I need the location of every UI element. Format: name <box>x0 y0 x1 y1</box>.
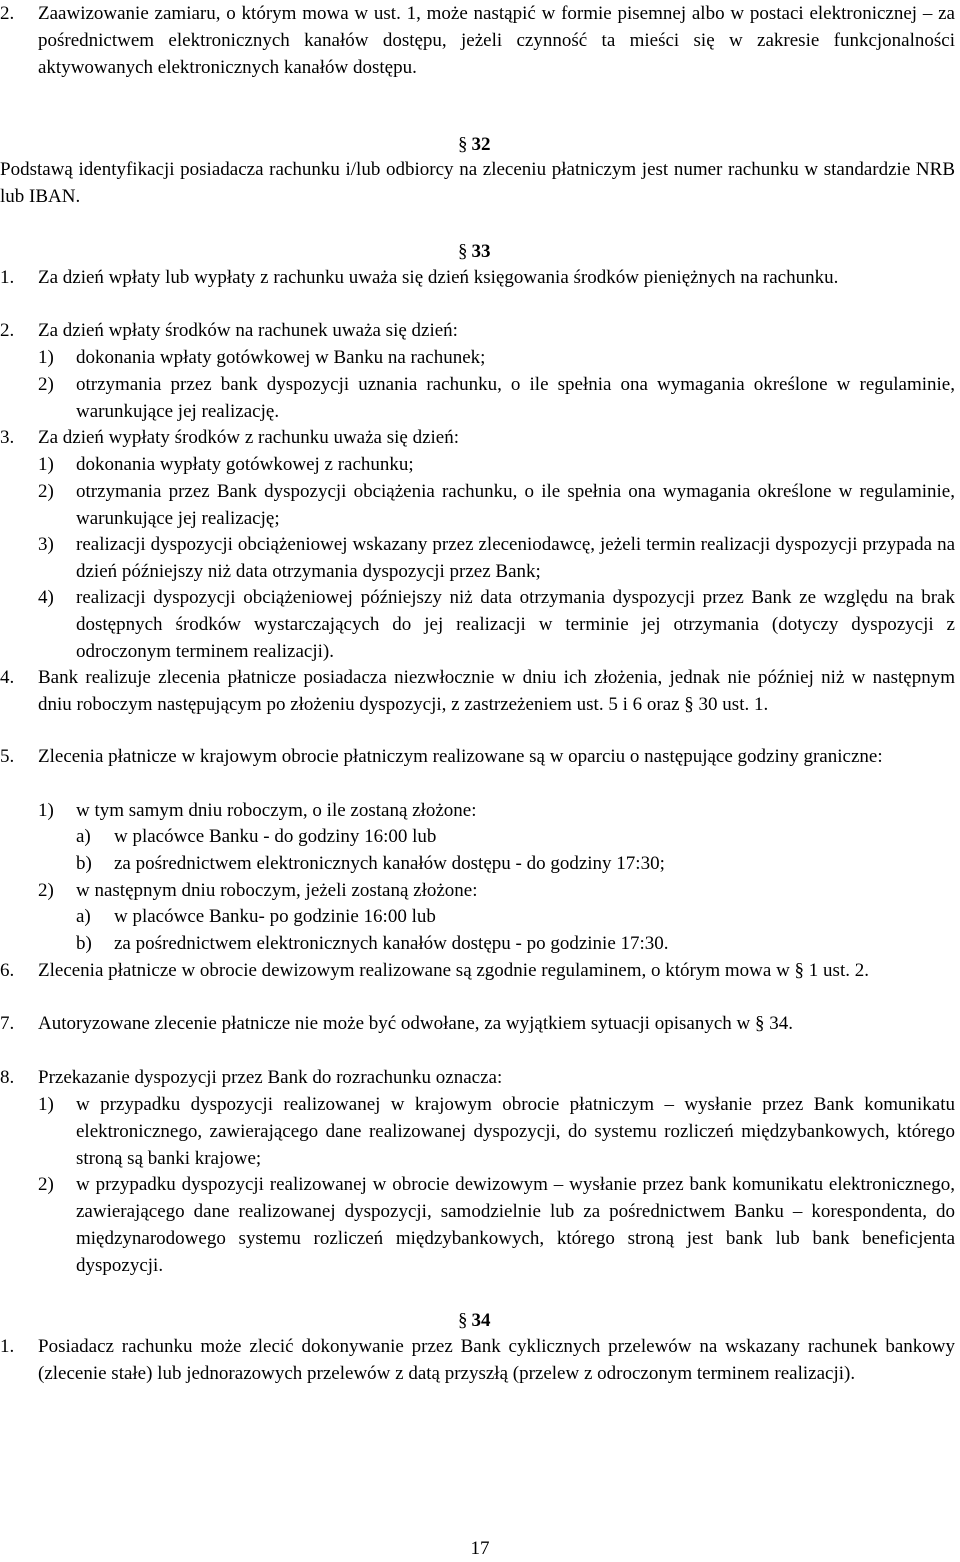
paragraph-text: Za dzień wpłaty środków na rachunek uważa się dzień: <box>38 320 458 341</box>
subpoint-text: za pośrednictwem elektronicznych kanałów dostępu - po godzinie 17:30. <box>114 933 669 954</box>
point-text: w następnym dniu roboczym, jeżeli zostaną złożone: <box>76 880 478 901</box>
paragraph-number: 6. <box>0 960 15 981</box>
point-text: otrzymania przez bank dyspozycji uznania rachunku, o ile spełnia ona wymagania określone w regulaminie, warunkujące jej realizację. <box>76 374 955 422</box>
subpoint-letter: a) <box>76 906 91 927</box>
paragraph-number: 1. <box>0 267 15 288</box>
section-mark: § <box>458 1310 468 1331</box>
paragraph-number: 4. <box>0 667 15 688</box>
paragraph-number: 5. <box>0 746 15 767</box>
paragraph-text: Zlecenia płatnicze w krajowym obrocie płatniczym realizowane są w oparciu o następujące godziny graniczne: <box>38 746 883 767</box>
page-number: 17 <box>470 1538 490 1559</box>
point-number: 1) <box>38 347 54 368</box>
subpoint-text: w placówce Banku- po godzinie 16:00 lub <box>114 906 436 927</box>
paragraph-text: Posiadacz rachunku może zlecić dokonywanie przez Bank cyklicznych przelewów na wskazany rachunek bankowy (zlecenie stałe) lub jednorazowych przelewów z datą przyszłą (przelew z odroczonym terminem realizacji). <box>38 1336 955 1384</box>
point-number: 4) <box>38 587 54 608</box>
paragraph-text: Za dzień wypłaty środków z rachunku uważa się dzień: <box>38 427 460 448</box>
section-heading-32 <box>458 131 491 158</box>
subpoint-letter: b) <box>76 853 92 874</box>
paragraph-text: Za dzień wpłaty lub wypłaty z rachunku uważa się dzień księgowania środków pieniężnych na rachunku. <box>38 267 839 288</box>
paragraph-text: Przekazanie dyspozycji przez Bank do rozrachunku oznacza: <box>38 1067 503 1088</box>
paragraph-text: Autoryzowane zlecenie płatnicze nie może być odwołane, za wyjątkiem sytuacji opisanych w § 34. <box>38 1013 793 1034</box>
point-number: 1) <box>38 800 54 821</box>
point-number: 3) <box>38 534 54 555</box>
subpoint-letter: b) <box>76 933 92 954</box>
section-number: 32 <box>471 134 491 155</box>
point-number: 2) <box>38 481 54 502</box>
paragraph-number: 1. <box>0 1336 15 1357</box>
paragraph-text: Bank realizuje zlecenia płatnicze posiadacza niezwłocznie w dniu ich złożenia, jednak nie później niż w następnym dniu roboczym następującym po złożeniu dyspozycji, z zastrzeżeniem ust. 5 i 6 oraz § 30 ust. 1. <box>38 667 955 715</box>
section-mark: § <box>458 241 468 262</box>
paragraph-text: Zaawizowanie zamiaru, o którym mowa w ust. 1, może nastąpić w formie pisemnej albo w postaci elektronicznej – za pośrednictwem elektronicznych kanałów dostępu, jeżeli czynność ta mieści się w zakresie funkcjonalności aktywowanych elektronicznych kanałów dostępu. <box>38 3 955 78</box>
paragraph-number: 7. <box>0 1013 15 1034</box>
point-text: dokonania wypłaty gotówkowej z rachunku; <box>76 454 414 475</box>
paragraph-number: 3. <box>0 427 15 448</box>
point-text: w przypadku dyspozycji realizowanej w obrocie dewizowym – wysłanie przez bank komunikatu elektronicznego, zawierającego dane realizowanej dyspozycji, samodzielnie lub za pośrednictwem Banku – korespondenta, do międzynarodowego systemu rozliczeń międzybankowych, którego stroną jest bank lub bank beneficjenta dyspozycji. <box>76 1174 955 1276</box>
point-number: 1) <box>38 1094 54 1115</box>
point-text: otrzymania przez Bank dyspozycji obciążenia rachunku, o ile spełnia ona wymagania określone w regulaminie, warunkujące jej realizację; <box>76 481 955 529</box>
section-heading-34 <box>458 1307 491 1334</box>
point-text: realizacji dyspozycji obciążeniowej wskazany przez zleceniodawcę, jeżeli termin realizacji dyspozycji przypada na dzień późniejszy niż data otrzymania dyspozycji przez Bank; <box>76 534 955 582</box>
subpoint-text: w placówce Banku - do godziny 16:00 lub <box>114 826 437 847</box>
paragraph-number: 2. <box>0 3 15 24</box>
section-number: 34 <box>471 1310 491 1331</box>
point-number: 2) <box>38 880 54 901</box>
section-number: 33 <box>471 241 491 262</box>
subpoint-text: za pośrednictwem elektronicznych kanałów dostępu - do godziny 17:30; <box>114 853 665 874</box>
section-heading-33 <box>458 238 491 265</box>
section-mark: § <box>458 134 468 155</box>
point-number: 2) <box>38 374 54 395</box>
paragraph-number: 2. <box>0 320 15 341</box>
point-number: 1) <box>38 454 54 475</box>
paragraph-text: Zlecenia płatnicze w obrocie dewizowym realizowane są zgodnie regulaminem, o którym mowa w § 1 ust. 2. <box>38 960 869 981</box>
point-text: w tym samym dniu roboczym, o ile zostaną złożone: <box>76 800 477 821</box>
point-number: 2) <box>38 1174 54 1195</box>
point-text: w przypadku dyspozycji realizowanej w krajowym obrocie płatniczym – wysłanie przez Bank komunikatu elektronicznego, zawierającego dane realizowanej dyspozycji, do systemu rozliczeń międzybankowych, którego stroną są banki krajowe; <box>76 1094 955 1169</box>
paragraph-text: Podstawą identyfikacji posiadacza rachunku i/lub odbiorcy na zleceniu płatniczym jest numer rachunku w standardzie NRB lub IBAN. <box>0 159 955 207</box>
point-text: dokonania wpłaty gotówkowej w Banku na rachunek; <box>76 347 486 368</box>
subpoint-letter: a) <box>76 826 91 847</box>
point-text: realizacji dyspozycji obciążeniowej późniejszy niż data otrzymania dyspozycji przez Bank ze względu na brak dostępnych środków wystarczających do jej realizacji w terminie jej otrzymania (dotyczy dyspozycji z odroczonym terminem realizacji). <box>76 587 955 662</box>
paragraph-number: 8. <box>0 1067 15 1088</box>
